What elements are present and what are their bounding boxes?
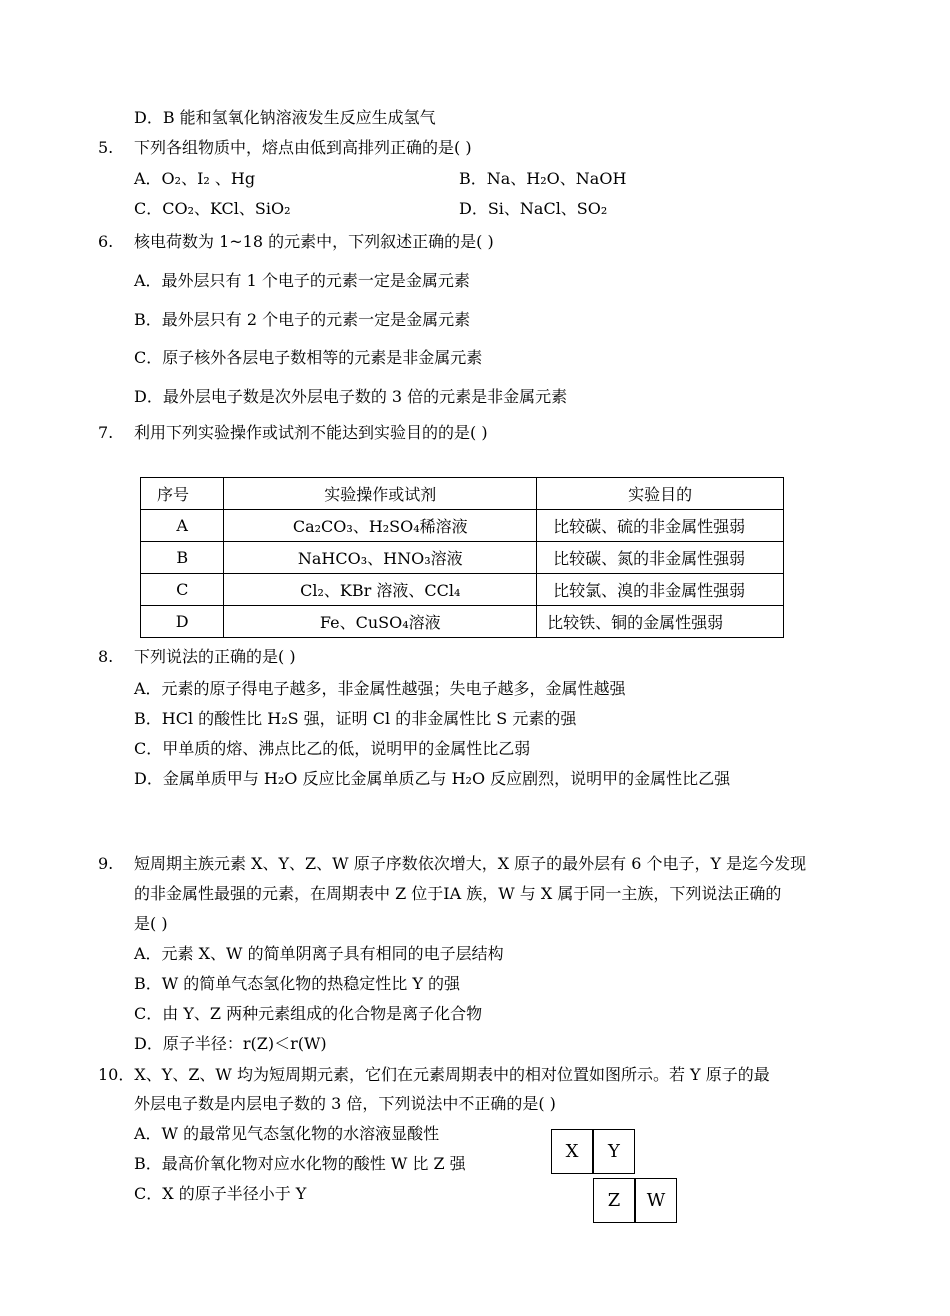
table-cell: B [141,542,224,574]
q7-stem: 利用下列实验操作或试剂不能达到实验目的的是( ) [134,423,488,442]
element-cell-y: Y [593,1129,635,1174]
table-row [141,542,784,574]
table-cell: Cl₂、KBr 溶液、CCl₄ [224,574,537,606]
table-cell: 比较铁、铜的金属性强弱 [537,606,784,638]
q6-option-a: A．最外层只有 1 个电子的元素一定是金属元素 [134,271,470,290]
table-row [141,510,784,542]
table-cell: NaHCO₃、HNO₃溶液 [224,542,537,574]
q9-option-d: D．原子半径：r(Z)＜r(W) [134,1034,327,1053]
q9-option-a: A．元素 X、W 的简单阴离子具有相同的电子层结构 [134,944,504,963]
element-cell-w: W [635,1178,677,1223]
q8-option-c: C．甲单质的熔、沸点比乙的低，说明甲的金属性比乙弱 [134,739,531,758]
q8-option-b: B．HCl 的酸性比 H₂S 强，证明 Cl 的非金属性比 S 元素的强 [134,709,577,728]
table-header: 序号 [141,478,224,510]
element-cell-x: X [551,1129,593,1174]
q7-number: 7. [98,423,114,442]
table-cell: 比较碳、氮的非金属性强弱 [537,542,784,574]
q9-stem-line2: 的非金属性最强的元素，在周期表中 Z 位于ⅠA 族，W 与 X 属于同一主族，下列说法正确的 [134,884,782,903]
q10-option-b: B．最高价氧化物对应水化物的酸性 W 比 Z 强 [134,1154,466,1173]
q5-option-d: D．Si、NaCl、SO₂ [459,199,608,218]
q8-option-a: A．元素的原子得电子越多，非金属性越强；失电子越多，金属性越强 [134,679,626,698]
q5-number: 5. [98,138,114,157]
q6-option-b: B．最外层只有 2 个电子的元素一定是金属元素 [134,310,471,329]
q9-number: 9. [98,854,114,873]
table-cell: 比较碳、硫的非金属性强弱 [537,510,784,542]
q9-stem-line3: 是( ) [134,914,168,933]
table-row [141,606,784,638]
q4-option-d: D．B 能和氢氧化钠溶液发生反应生成氢气 [134,108,436,127]
q10-stem-line1: 10．X、Y、Z、W 均为短周期元素，它们在元素周期表中的相对位置如图所示。若 Y 原子的最 [98,1065,770,1084]
q8-stem: 下列说法的正确的是( ) [134,647,296,666]
q8-option-d: D．金属单质甲与 H₂O 反应比金属单质乙与 H₂O 反应剧烈，说明甲的金属性比乙强 [134,769,731,788]
q6-option-d: D．最外层电子数是次外层电子数的 3 倍的元素是非金属元素 [134,387,568,406]
q9-option-b: B．W 的简单气态氢化物的热稳定性比 Y 的强 [134,974,461,993]
q8-number: 8. [98,647,114,666]
element-cell-z: Z [593,1178,635,1223]
table-cell: D [141,606,224,638]
table-header-row [141,478,784,510]
q9-option-c: C．由 Y、Z 两种元素组成的化合物是离子化合物 [134,1004,483,1023]
experiment-table [140,477,784,638]
q6-option-c: C．原子核外各层电子数相等的元素是非金属元素 [134,348,483,367]
table-cell: C [141,574,224,606]
table-cell: 比较氯、溴的非金属性强弱 [537,574,784,606]
table-row [141,574,784,606]
q10-stem-line2: 外层电子数是内层电子数的 3 倍，下列说法中不正确的是( ) [134,1094,556,1113]
q6-stem: 核电荷数为 1~18 的元素中，下列叙述正确的是( ) [134,232,494,251]
table-cell: Fe、CuSO₄溶液 [224,606,537,638]
q10-option-c: C．X 的原子半径小于 Y [134,1184,307,1203]
q5-stem: 下列各组物质中，熔点由低到高排列正确的是( ) [134,138,472,157]
periodic-table-fragment [551,1129,681,1225]
q5-option-c: C．CO₂、KCl、SiO₂ [134,199,291,218]
q10-option-a: A．W 的最常见气态氢化物的水溶液显酸性 [134,1124,440,1143]
q9-stem-line1: 短周期主族元素 X、Y、Z、W 原子序数依次增大，X 原子的最外层有 6 个电子，Y 是迄今发现 [134,854,807,873]
q5-option-a: A．O₂、I₂ 、Hg [134,169,256,188]
q6-number: 6. [98,232,114,251]
table-header: 实验目的 [537,478,784,510]
q5-option-b: B．Na、H₂O、NaOH [459,169,627,188]
table-header: 实验操作或试剂 [224,478,537,510]
table-cell: Ca₂CO₃、H₂SO₄稀溶液 [224,510,537,542]
table-cell: A [141,510,224,542]
